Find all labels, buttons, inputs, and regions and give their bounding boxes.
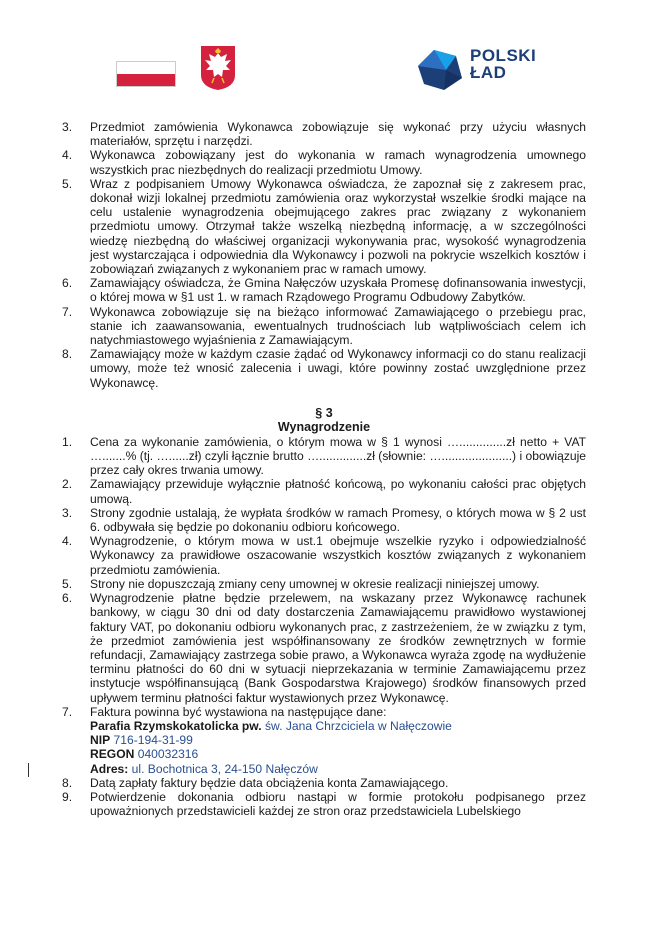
item-text: Przedmiot zamówienia Wykonawca zobowiązuje się wykonać przy użyciu własnych materiałów, sprzętu i narzędzi.	[90, 120, 586, 149]
item-number: 2.	[62, 477, 73, 492]
polski-lad-logo-text	[470, 47, 536, 81]
item-text: Datą zapłaty faktury będzie data obciążenia konta Zamawiającego.	[90, 775, 449, 790]
regon-value: 040032316	[134, 747, 199, 762]
regon-label: REGON	[90, 747, 135, 762]
item-text: Wraz z podpisaniem Umowy Wykonawca oświadcza, że zapoznał się z zakresem prac, dokonał wizji lokalnej przedmiotu zamówienia oraz wykorzystał wszelkie środki mające na celu ustalenie wynagrodzenia obejmującego zakres prac związany z wykonaniem przedmiotu umowy. Otrzymał także wszelką niezbędną informację, a w szczególności wiedzę niezbędną do właściwej organizacji wykonywania prac, wysokość wynagrodzenia jest wystarczająca i odpowiednia dla Wykonawcy i pozwoli na pokrycie wszelkich kosztów i zobowiązań związanych z wykonaniem prac w ramach umowy.	[90, 176, 586, 277]
item-number: 4.	[62, 148, 73, 163]
item-number: 9.	[62, 789, 73, 804]
item-number: 7.	[62, 704, 73, 719]
page-header	[0, 0, 649, 110]
list-item	[62, 148, 586, 176]
payer-name-label: Parafia Rzymskokatolicka pw.	[90, 718, 262, 733]
section-title: Wynagrodzenie	[277, 420, 371, 435]
list-item	[62, 276, 586, 304]
payer-name-value: św. Jana Chrzciciela w Nałęczowie	[261, 718, 452, 733]
item-number: 8.	[62, 775, 73, 790]
item-text: Strony nie dopuszczają zmiany ceny umownej w okresie realizacji niniejszej umowy.	[90, 576, 540, 591]
list-item	[62, 435, 586, 478]
logo-line-1: POLSKI	[470, 46, 537, 65]
section-number: § 3	[315, 405, 333, 420]
invoice-payer-name	[90, 719, 586, 733]
item-text: Potwierdzenie dokonania odbioru nastąpi w formie protokołu podpisanego przez upoważnionych przedstawicieli każdej ze stron oraz przedstawiciela Lubelskiego	[90, 789, 586, 819]
list-item	[62, 591, 586, 705]
margin-mark	[28, 763, 29, 777]
address-label: Adres:	[90, 761, 129, 776]
list-item	[62, 177, 586, 276]
item-number: 6.	[62, 276, 73, 291]
item-text: Zamawiający przewiduje wyłącznie płatność końcową, po wykonaniu całości prac objętych umową.	[90, 477, 586, 506]
list-item	[62, 577, 586, 591]
invoice-details-item	[62, 705, 586, 776]
invoice-intro: Faktura powinna być wystawiona na następujące dane:	[90, 704, 387, 719]
item-number: 5.	[62, 576, 73, 591]
list-item	[62, 776, 586, 790]
polish-flag-icon	[116, 61, 176, 87]
list-item	[62, 347, 586, 390]
item-number: 7.	[62, 304, 73, 319]
logo-line-2: ŁAD	[470, 63, 507, 82]
nip-label: NIP	[90, 733, 111, 748]
address-value: ul. Bochotnica 3, 24-150 Nałęczów	[128, 761, 318, 776]
item-number: 3.	[62, 505, 73, 520]
item-text: Zamawiający oświadcza, że Gmina Nałęczów uzyskała Promesę dofinansowania inwestycji, o której mowa w §1 ust 1. w ramach Rządowego Programu Odbudowy Zabytków.	[90, 276, 586, 305]
item-text: Wynagrodzenie płatne będzie przelewem, na wskazany przez Wykonawcę rachunek bankowy, w ciągu 30 dni od daty dostarczenia Zamawiającemu prawidłowo wystawionej faktury VAT, po dokonaniu odbioru wykonanych prac, z zastrzeżeniem, że w związku z tym, że przedmiot zamówienia jest współfinansowany ze środków zewnętrznych w formie refundacji, Zamawiający zastrzega sobie prawo, a Wykonawca wyraża zgodę na wydłużenie terminu płatności do 60 dni w sytuacji nieprzekazania w terminie Zamawiającemu przez instytucje współfinansującą (Bank Gospodarstwa Krajowego) środków finansowych przed upływem terminu płatności faktur wystawionych przez Wykonawcę.	[90, 591, 586, 705]
item-number: 3.	[62, 120, 73, 134]
item-text: Wykonawca zobowiązuje się na bieżąco informować Zamawiającego o przebiegu prac, stanie ich zaawansowania, ewentualnych trudnościach lub wątpliwościach celem ich natychmiastowego wyjaśnienia z Zamawiającym.	[90, 304, 586, 348]
item-number: 5.	[62, 176, 73, 191]
item-number: 8.	[62, 347, 73, 362]
item-number: 1.	[62, 434, 73, 449]
list-item	[62, 534, 586, 577]
item-text: Wykonawca zobowiązany jest do wykonania w ramach wynagrodzenia umownego wszystkich prac niezbędnych do realizacji przedmiotu Umowy.	[90, 148, 586, 177]
nip-value: 716-194-31-99	[110, 733, 193, 748]
invoice-nip	[90, 733, 586, 747]
item-text: Strony zgodnie ustalają, że wypłata środków w ramach Promesy, o których mowa w § 2 ust 6. odbywała się będzie po dokonaniu odbioru końcowego.	[90, 505, 586, 535]
list-item	[62, 120, 586, 148]
document-body	[62, 120, 586, 818]
list-item	[62, 477, 586, 505]
list-item	[62, 506, 586, 534]
item-text: Wynagrodzenie, o którym mowa w ust.1 obejmuje wszelkie ryzyko i odpowiedzialność Wykonawcy za prawidłowe oszacowanie wszystkich kosztów związanych z wykonaniem przedmiotu zamówienia.	[90, 534, 586, 577]
item-number: 4.	[62, 534, 73, 549]
list-item	[62, 790, 586, 818]
item-text: Cena za wykonanie zamówienia, o którym mowa w § 1 wynosi …..............zł netto + VAT ….......% (tj. …......zł) czyli łącznie brutto …..............zł (słownie: ….....................) i obowiązuje przez cały okres trwania umowy.	[90, 434, 586, 478]
white-eagle-emblem-icon	[200, 45, 236, 91]
list-item	[62, 305, 586, 348]
invoice-regon	[90, 747, 586, 761]
item-number: 6.	[62, 591, 73, 606]
item-text: Zamawiający może w każdym czasie żądać od Wykonawcy informacji co do stanu realizacji umowy, może też wnosić zalecenia i uwagi, które powinny zostać uwzględnione przez Wykonawcę.	[90, 347, 586, 390]
invoice-address	[90, 762, 586, 776]
